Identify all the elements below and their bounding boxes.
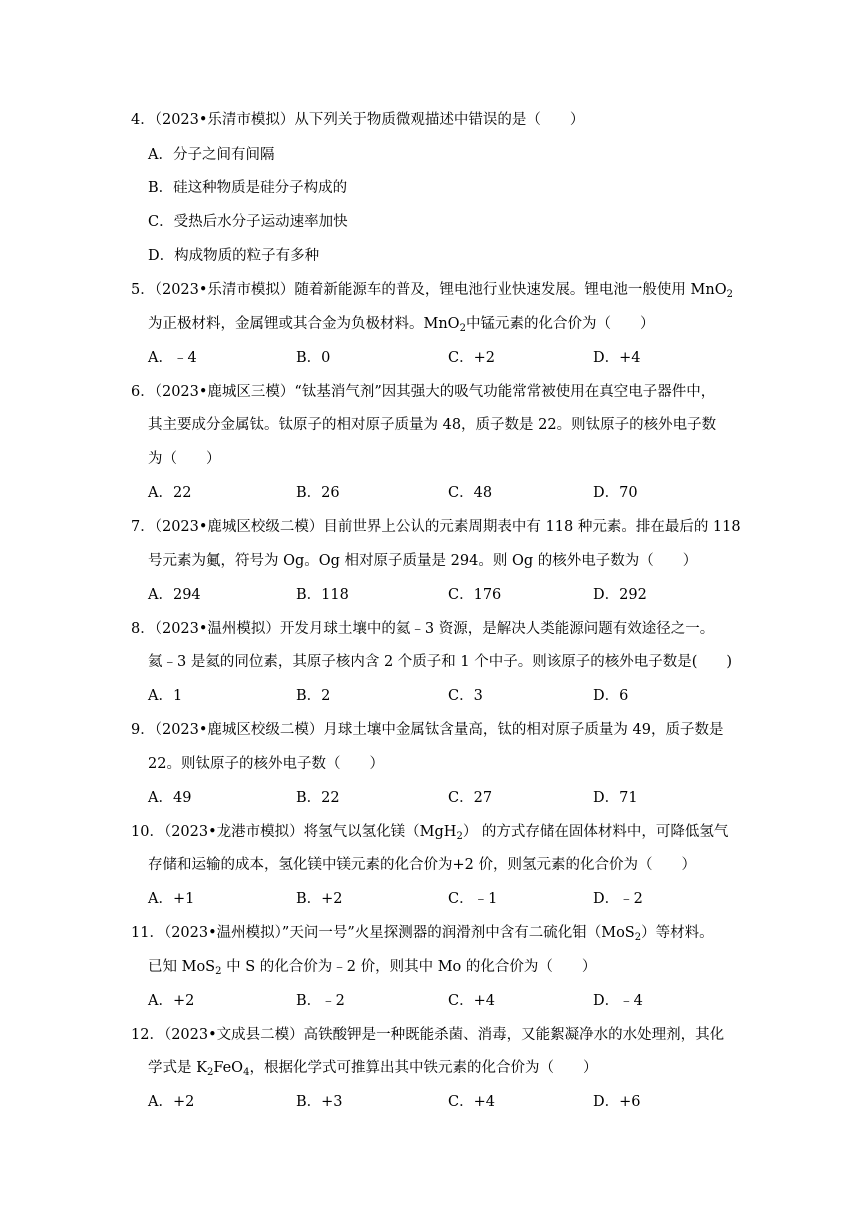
- text-segment: 中锰元素的化合价为（ ）: [465, 316, 655, 332]
- question-6-stem-line-2: 其主要成分金属钛。钛原子的相对原子质量为 48，质子数是 22。则钛原子的核外电子数: [148, 417, 717, 433]
- text-segment: FeO: [213, 1060, 244, 1076]
- question-12-stem-line-1: 12．（2023•文成县二模）高铁酸钾是一种既能杀菌、消毒，又能絮凝净水的水处理剂，其化: [131, 1027, 725, 1043]
- option-b: B．0: [296, 350, 331, 366]
- option-d: D．+4: [593, 350, 641, 366]
- subscript: 2: [206, 1067, 214, 1078]
- question-11-stem-line-2: [148, 957, 596, 977]
- text-segment: 中 S 的化合价为﹣2 价，则其中 Mo 的化合价为（ ）: [221, 959, 597, 975]
- option-c: C．48: [448, 485, 493, 501]
- option-b: B．+2: [296, 891, 343, 907]
- text-segment: 11．（2023•温州模拟）”天问一号”火星探测器的润滑剂中含有二硫化钼（MoS: [131, 925, 635, 941]
- question-4-option-d: D．构成物质的粒子有多种: [148, 248, 320, 264]
- question-6-stem-line-1: 6．（2023•鹿城区三模）“钛基消气剂”因其强大的吸气功能常常被使用在真空电子器件中，: [131, 384, 716, 400]
- text-segment: ） 的方式存储在固体材料中，可降低氢气: [462, 824, 729, 840]
- subscript: 2: [215, 966, 222, 977]
- text-segment: 已知 MoS: [148, 959, 216, 975]
- option-a: A．22: [148, 485, 192, 501]
- text-segment: ，根据化学式可推算出其中铁元素的化合价为（ ）: [249, 1060, 598, 1076]
- option-c: C．27: [448, 790, 493, 806]
- option-d: D．70: [593, 485, 638, 501]
- question-4-stem: 4．（2023•乐清市模拟）从下列关于物质微观描述中错误的是（ ）: [131, 112, 585, 128]
- option-c: C．+4: [448, 993, 495, 1009]
- option-c: C．+2: [448, 350, 495, 366]
- subscript: 4: [243, 1067, 250, 1078]
- question-10-stem-line-1: [131, 822, 728, 842]
- question-10-stem-line-2: 存储和运输的成本，氢化镁中镁元素的化合价为+2 价，则氢元素的化合价为（ ）: [148, 857, 696, 873]
- option-c: C．176: [448, 587, 502, 603]
- option-a: A．1: [148, 688, 183, 704]
- question-12-stem-line-2: [148, 1058, 597, 1078]
- question-7-stem-line-1: 7．（2023•鹿城区校级二模）目前世界上公认的元素周期表中有 118 种元素。排在最后的 118: [131, 519, 741, 535]
- option-a: A．49: [148, 790, 192, 806]
- subscript: 2: [634, 932, 642, 943]
- option-d: D．292: [593, 587, 647, 603]
- text-segment: 为正极材料，金属锂或其合金为负极材料。MnO: [148, 316, 460, 332]
- option-d: D．﹣4: [593, 993, 643, 1009]
- option-b: B．+3: [296, 1094, 343, 1110]
- subscript: 2: [459, 323, 466, 334]
- option-b: B．26: [296, 485, 340, 501]
- question-4-option-c: C．受热后水分子运动速率加快: [148, 214, 348, 230]
- option-a: A．﹣4: [148, 350, 197, 366]
- text-segment: 学式是 K: [148, 1060, 207, 1076]
- question-7-stem-line-2: 号元素为鿫，符号为 Og。Og 相对原子质量是 294。则 Og 的核外电子数为（ ）: [148, 553, 698, 569]
- question-5-stem-line-2: [148, 314, 654, 334]
- option-d: D．﹣2: [593, 891, 643, 907]
- option-d: D．6: [593, 688, 629, 704]
- option-a: A．+2: [148, 993, 195, 1009]
- option-b: B．﹣2: [296, 993, 345, 1009]
- text-segment: ）等材料。: [641, 925, 714, 941]
- option-d: D．71: [593, 790, 638, 806]
- option-b: B．118: [296, 587, 349, 603]
- text-segment: 10．（2023•龙港市模拟）将氢气以氢化镁（MgH: [131, 824, 457, 840]
- option-d: D．+6: [593, 1094, 641, 1110]
- option-a: A．+2: [148, 1094, 195, 1110]
- question-11-stem-line-1: [131, 923, 714, 943]
- text-segment: 5．（2023•乐清市模拟）随着新能源车的普及，锂电池行业快速发展。锂电池一般使用 MnO: [131, 282, 727, 298]
- subscript: 2: [456, 831, 463, 842]
- question-4-option-b: B．硅这种物质是硅分子构成的: [148, 180, 348, 196]
- question-9-stem-line-1: 9．（2023•鹿城区校级二模）月球土壤中金属钛含量高，钛的相对原子质量为 49，质子数是: [131, 722, 724, 738]
- question-4-option-a: A．分子之间有间隔: [148, 147, 275, 163]
- question-6-stem-line-3: 为（ ）: [148, 451, 221, 467]
- option-a: A．294: [148, 587, 201, 603]
- option-c: C．+4: [448, 1094, 495, 1110]
- option-c: C．﹣1: [448, 891, 498, 907]
- question-9-stem-line-2: 22。则钛原子的核外电子数（ ）: [148, 756, 384, 772]
- option-a: A．+1: [148, 891, 195, 907]
- question-8-stem-line-1: 8．（2023•温州模拟）开发月球土壤中的氦﹣3 资源，是解决人类能源问题有效途径之一。: [131, 621, 715, 637]
- option-b: B．22: [296, 790, 340, 806]
- option-b: B．2: [296, 688, 331, 704]
- question-8-stem-line-2: 氦﹣3 是氦的同位素，其原子核内含 2 个质子和 1 个中子。则该原子的核外电子数是( ): [148, 654, 733, 670]
- option-c: C．3: [448, 688, 483, 704]
- question-5-stem-line-1: [131, 280, 733, 300]
- subscript: 2: [726, 289, 733, 300]
